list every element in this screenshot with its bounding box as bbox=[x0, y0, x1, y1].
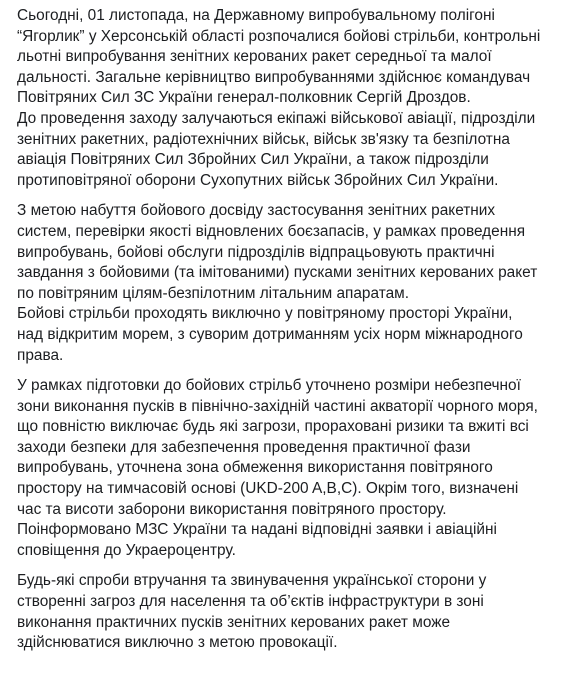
text-line: здійснюватися виключно з метою провокації. bbox=[17, 634, 338, 652]
text-line: З метою набуття бойового досвіду застосування зенітних ракетних bbox=[17, 202, 496, 220]
text-line: льотні випробування зенітних керованих ракет середньої та малої bbox=[17, 48, 492, 66]
paragraph-4 bbox=[17, 571, 571, 653]
text-line: над відкритим морем, з суворим дотриманням усіх норм міжнародного bbox=[17, 325, 523, 343]
paragraph-2 bbox=[17, 201, 571, 366]
text-line: створенні загроз для населення та об’єктів інфраструктури в зоні bbox=[17, 593, 484, 611]
text-line: випробувань, уточнена зона обмеження використання повітряного bbox=[17, 459, 493, 477]
text-line: сповіщення до Украероцентру. bbox=[17, 541, 236, 559]
text-line: авіація Повітряних Сил Збройних Сил України, а також підрозділи bbox=[17, 151, 489, 169]
text-line: Повітряних Сил ЗС України генерал-полковник Сергій Дроздов. bbox=[17, 89, 471, 107]
text-line: завдання з бойовими (та імітованими) пусками зенітних керованих ракет bbox=[17, 264, 538, 282]
text-line: випробувань, бойові обслуги підрозділів відпрацьовують практичні bbox=[17, 243, 495, 261]
text-line: по повітряним цілям-безпілотним літальним апаратам. bbox=[17, 284, 410, 302]
text-line: зони виконання пусків в північно-західній частині акваторії чорного моря, bbox=[17, 397, 538, 415]
text-line: “Ягорлик” у Херсонській області розпочалися бойові стрільби, контрольні bbox=[17, 27, 541, 45]
text-line: У рамках підготовки до бойових стрільб уточнено розміри небезпечної bbox=[17, 377, 521, 395]
paragraph-3 bbox=[17, 376, 571, 561]
text-line: Бойові стрільби проходять виключно у повітряному просторі України, bbox=[17, 305, 513, 323]
text-line: час та висоти заборони використання повітряного простору. bbox=[17, 500, 447, 518]
text-line: виконання практичних пусків зенітних керованих ракет може bbox=[17, 613, 451, 631]
paragraph-1 bbox=[17, 6, 571, 191]
text-line: простору на тимчасовій основі (UKD-200 A,B,C). Окрім того, визначені bbox=[17, 480, 519, 498]
text-line: систем, перевірки якості відновлених боєзапасів, у рамках проведення bbox=[17, 222, 526, 240]
text-line: що повністю виключає будь які загрози, прораховані ризики та вжиті всі bbox=[17, 418, 529, 436]
text-line: дальності. Загальне керівництво випробуваннями здійснює командувач bbox=[17, 68, 531, 86]
text-line: Будь-які спроби втручання та звинувачення української сторони у bbox=[17, 572, 487, 590]
text-line: До проведення заходу залучаються екіпажі військової авіації, підрозділи bbox=[17, 109, 536, 127]
text-line: протиповітряної оборони Сухопутних військ Збройних Сил України. bbox=[17, 171, 499, 189]
text-line: Поінформовано МЗС України та надані відповідні заявки і авіаційні bbox=[17, 521, 497, 539]
text-line: права. bbox=[17, 346, 64, 364]
text-line: Сьогодні, 01 листопада, на Державному випробувальному полігоні bbox=[17, 7, 495, 24]
text-line: зенітних ракетних, радіотехнічних військ, військ зв'язку та безпілотна bbox=[17, 130, 510, 148]
text-line: заходи безпеки для забезпечення проведення практичної фази bbox=[17, 438, 471, 456]
